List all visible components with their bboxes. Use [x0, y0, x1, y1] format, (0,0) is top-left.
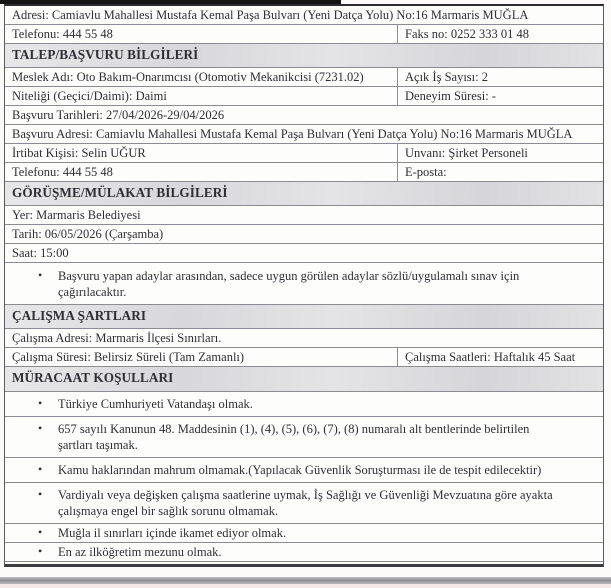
bullet-marker [38, 462, 58, 478]
nature-text: Niteliği (Geçici/Daimi): Daimi [12, 88, 167, 103]
requirement-text: Vardiyalı veya değişken çalışma saatlerine uymak, İş Sağlığı ve Güvenliği Mevzuatına göre ayakta çalışmaya engel bir sağlık sorunu olmamak. [58, 487, 553, 518]
row-interview-time [5, 243, 603, 262]
row-interview-place [5, 205, 603, 224]
bullet-marker [38, 396, 58, 412]
employer-fax-text: Faks no: 0252 333 01 48 [397, 25, 603, 43]
requirement-item [5, 457, 603, 482]
requirement-item [5, 416, 603, 457]
interview-time-text: Saat: 15:00 [12, 245, 69, 260]
row-interview-date [5, 224, 603, 243]
row-application-address [5, 124, 603, 143]
interview-date-text: Tarih: 06/05/2026 (Çarşamba) [12, 226, 164, 241]
requirement-text: 657 sayılı Kanunun 48. Maddesinin (1), (4), (5), (6), (7), (8) numaralı alt bentlerinde belirtilen şartları taşımak. [58, 421, 530, 452]
table-footer-strip [5, 561, 603, 564]
row-employer-phone-fax [5, 24, 603, 43]
row-employer-address [5, 6, 603, 24]
requirement-text: Türkiye Cumhuriyeti Vatandaşı olmak. [58, 396, 253, 411]
requirement-item [5, 391, 603, 416]
row-contact-person [5, 143, 603, 162]
bullet-marker [38, 525, 58, 541]
contact-phone-text: Telefonu: 444 55 48 [12, 164, 113, 179]
bullet-marker [38, 421, 58, 453]
experience-text: Deneyim Süresi: - [397, 87, 603, 105]
requirement-text: Kamu haklarından mahrum olmamak.(Yapılacak Güvenlik Soruşturması ile de tespit edilecektir) [58, 462, 542, 477]
row-application-dates [5, 105, 603, 124]
occupation-text: Meslek Adı: Oto Bakım-Onarımcısı (Otomotiv Mekanikcisi (7231.02) [12, 69, 364, 84]
contact-email-text: E-posta: [397, 163, 603, 181]
requirement-item [5, 482, 603, 523]
row-work-duration [5, 347, 603, 366]
row-occupation [5, 67, 603, 86]
section-header-interview: GÖRÜŞME/MÜLAKAT BİLGİLERİ [5, 181, 603, 205]
row-nature [5, 86, 603, 105]
interview-note-text: Başvuru yapan adaylar arasından, sadece uygun görülen adaylar sözlü/uygulamalı sınav için çağırılacaktır. [58, 268, 520, 299]
contact-title-text: Unvanı: Şirket Personeli [397, 144, 603, 162]
work-address-text: Çalışma Adresi: Marmaris İlçesi Sınırları. [12, 330, 222, 345]
row-interview-note [5, 262, 603, 304]
requirement-text: Muğla il sınırları içinde ikamet ediyor olmak. [58, 525, 287, 540]
bullet-marker [38, 268, 58, 300]
scan-edge-strip [0, 584, 611, 588]
row-work-address [5, 328, 603, 347]
requirement-item [5, 542, 603, 561]
application-dates-text: Başvuru Tarihleri: 27/04/2026-29/04/2026 [12, 107, 225, 122]
section-header-work-conditions: ÇALIŞMA ŞARTLARI [5, 304, 603, 328]
job-listing-table [4, 4, 604, 567]
work-hours-text: Çalışma Saatleri: Haftalık 45 Saat [397, 348, 603, 366]
interview-place-text: Yer: Marmaris Belediyesi [12, 207, 141, 222]
bullet-marker [38, 487, 58, 519]
requirement-item [5, 523, 603, 542]
contact-person-text: İrtibat Kişisi: Selin UĞUR [12, 145, 146, 160]
open-positions-text: Açık İş Sayısı: 2 [397, 68, 603, 86]
employer-address-text: Adresi: Camiavlu Mahallesi Mustafa Kemal Paşa Bulvarı (Yeni Datça Yolu) No:16 Marmaris MUĞLA [12, 8, 529, 22]
row-contact-phone-email [5, 162, 603, 181]
scan-shadow-band [0, 577, 611, 584]
employer-phone-text: Telefonu: 444 55 48 [12, 27, 113, 41]
bullet-marker [38, 544, 58, 560]
requirement-text: En az ilköğretim mezunu olmak. [58, 544, 222, 559]
section-header-application: TALEP/BAŞVURU BİLGİLERİ [5, 43, 603, 67]
application-address-text: Başvuru Adresi: Camiavlu Mahallesi Mustafa Kemal Paşa Bulvarı (Yeni Datça Yolu) No:16 Marmaris MUĞLA [12, 126, 573, 141]
section-header-requirements: MÜRACAAT KOŞULLARI [5, 366, 603, 391]
work-duration-text: Çalışma Süresi: Belirsiz Süreli (Tam Zamanlı) [12, 349, 245, 364]
